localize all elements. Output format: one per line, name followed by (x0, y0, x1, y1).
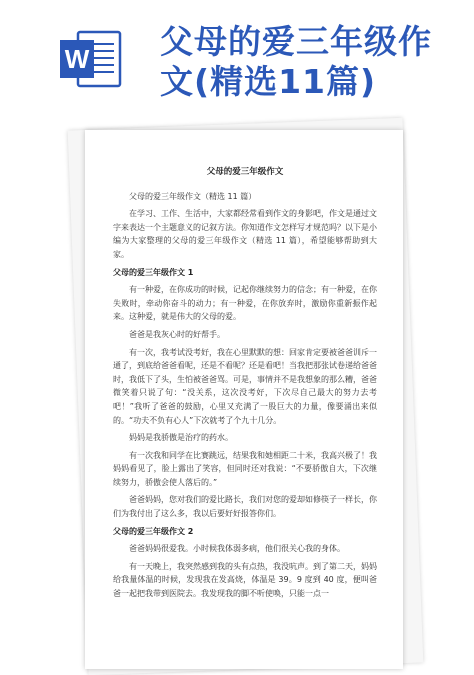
paragraph: 有一天晚上，我突然感到我的头有点热，我没吭声。到了第二天，妈妈给我量体温的时候，发现我在发高烧，体温是 39。9 度到 40 度，便叫爸爸一起把我带到医院去。我发现我的脚不听使唤，只能一点一 (113, 561, 377, 599)
document-preview[interactable] (85, 130, 403, 669)
section-1-heading: 父母的爱三年级作文 1 (113, 267, 194, 277)
intro-paragraph: 在学习、工作、生活中，大家都经常看到作文的身影吧，作文是通过文字来表达一个主题意义的记叙方法。你知道作文怎样写才规范吗？以下是小编为大家整理的父母的爱三年级作文（精选 11 篇），希望能够帮助到大家。 (113, 209, 377, 259)
paragraph: 爸爸是我灰心时的好帮手。 (129, 329, 225, 339)
title-line-1: 父母的爱三年级作 (160, 22, 432, 61)
paragraph: 有一次我和同学在比赛跳远，结果我和她相距二十米，我高兴极了！我妈妈看见了，脸上露出了笑容，但同时还对我说：“不要骄傲自大，下次继续努力，骄傲会使人落后的。” (113, 450, 377, 487)
paragraph: 有一次，我考试没考好，我在心里默默的想：回家肯定要被爸爸训斥一通了，到底给爸爸看呢，还是不看呢？还是看吧！当我把那张试卷递给爸爸时，我低下了头，生怕被爸爸骂。可是，事情并不是我想象的那么糟，爸爸微笑着只说了句：“没关系，这次没考好，下次尽自己最大的努力去考吧！”我听了爸爸的鼓励，心里又充满了一股巨大的力量，像要涌出来似的。“功夫不负有心人”下次就考了个九十几分。 (113, 347, 377, 425)
header (0, 0, 474, 120)
word-icon-letter: W (64, 44, 90, 74)
paragraph: 有一种爱，在你成功的时候，记起你继续努力的信念；有一种爱，在你失败时，牵动你奋斗的动力；有一种爱，在你放弃时，激励你重新振作起来。这种爱，就是伟大的父母的爱。 (113, 285, 377, 322)
section-2-heading: 父母的爱三年级作文 2 (113, 526, 194, 536)
document-subtitle: 父母的爱三年级作文（精选 11 篇） (129, 191, 257, 201)
document-title: 父母的爱三年级作文 (206, 167, 284, 177)
page-title (160, 22, 460, 102)
paragraph: 妈妈是我骄傲是治疗的药水。 (129, 433, 233, 443)
word-document-icon (58, 30, 122, 88)
paragraph: 爸爸妈妈很爱我。小时候我体弱多病，他们很关心我的身体。 (129, 544, 345, 554)
paragraph: 爸爸妈妈，您对我们的爱比路长，我们对您的爱却如修筷子一样长，你们为我付出了这么多，我以后要好好报答你们。 (113, 495, 377, 519)
document-body (113, 166, 377, 605)
title-line-2: 文(精选11篇) (160, 62, 377, 101)
